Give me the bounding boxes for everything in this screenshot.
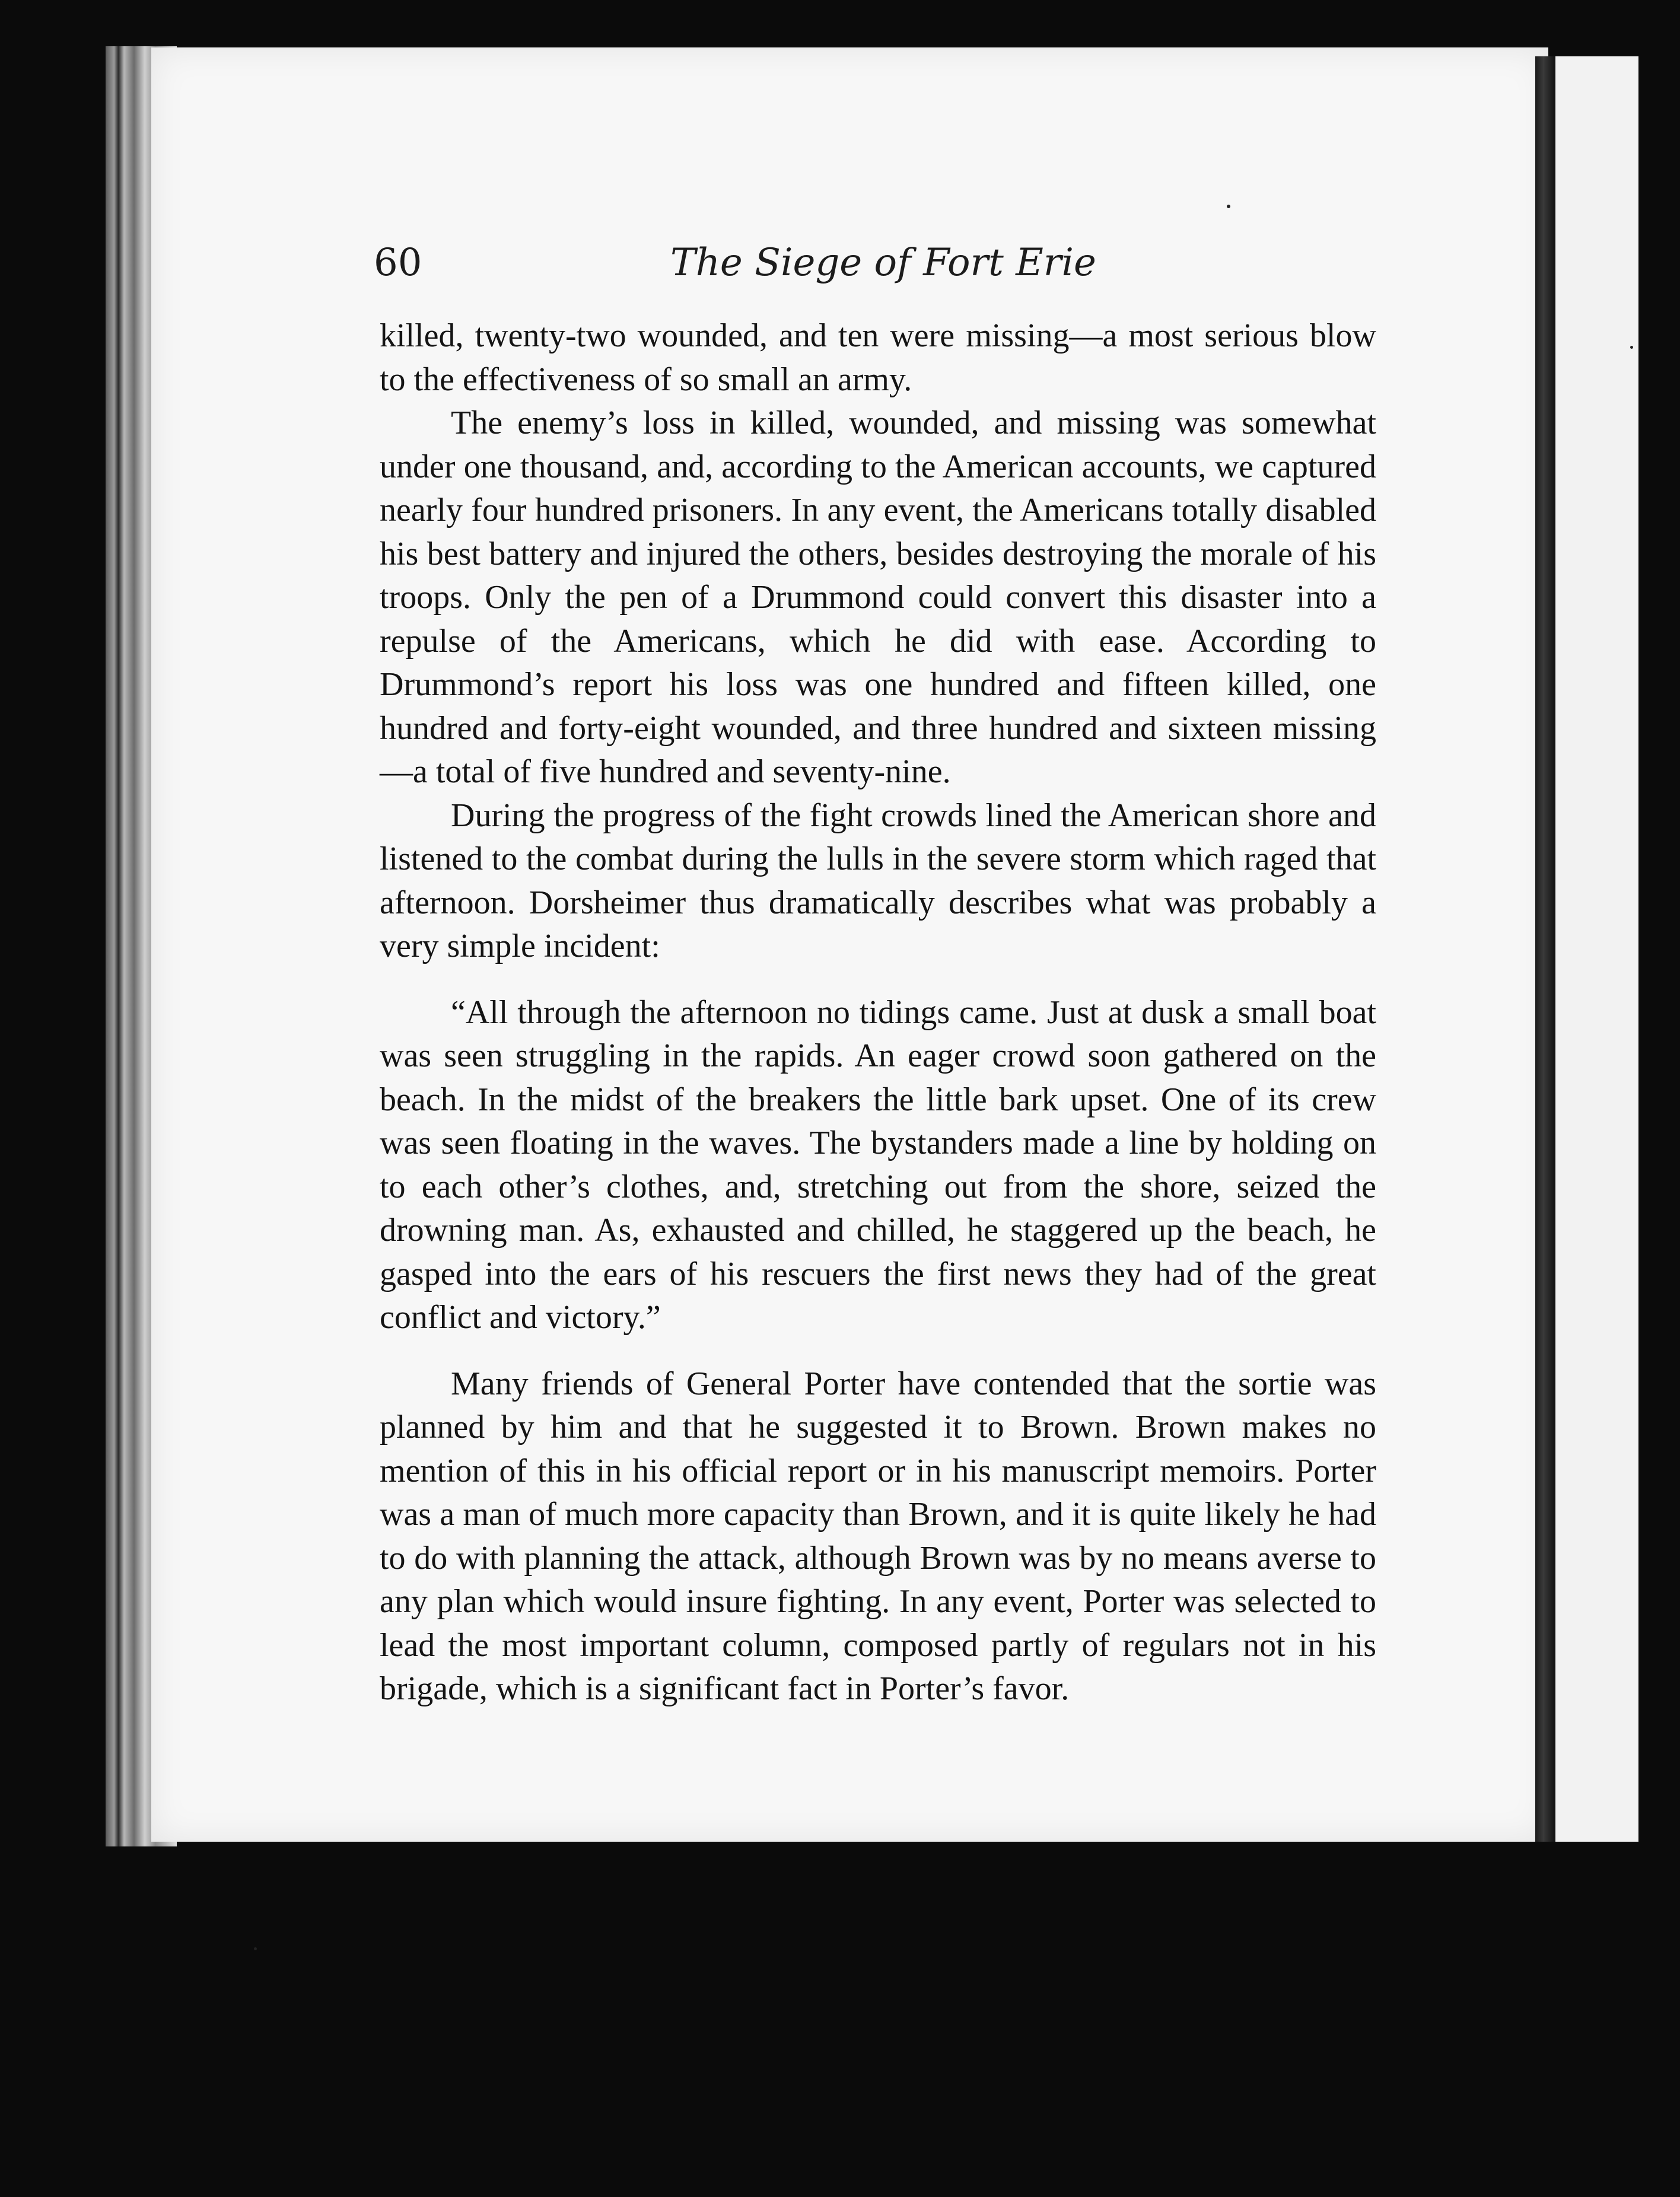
scan-speck [1630, 346, 1633, 349]
block-quote: “All through the afternoon no tidings came. Just at dusk a small boat was seen struggling in the rapids. An eager crowd soon gathered on the beach. In the midst of the breakers the little bark upset. One of its crew was seen floating in the waves. The bystanders made a line by holding on to each other’s clothes, and, stretching out from the shore, seized the drowning man. As, exhausted and chilled, he staggered up the beach, he gasped into the ears of his rescuers the first news they had of the great conflict and victory.” [380, 994, 1376, 1336]
scan-speck [254, 1947, 257, 1950]
paragraph-crowds: During the progress of the fight crowds lined the American shore and listened to the combat during the lulls in the severe storm which raged that afternoon. Dorsheimer thus dramatically describes what was probably a very simple incident: [380, 797, 1376, 964]
running-head [374, 233, 1115, 304]
paragraph-continued: killed, twenty-two wounded, and ten were missing—a most serious blow to the effectiveness of so small an army. [380, 317, 1376, 398]
facing-page-edge [1555, 56, 1638, 1842]
binding-gutter [1535, 56, 1555, 1842]
body-text [380, 314, 1376, 1711]
paragraph-enemy-loss: The enemy’s loss in killed, wounded, and missing was somewhat under one thousand, and, according to the American accounts, we captured nearly four hundred prisoners. In any event, the Americans totally disabled his best battery and injured the others, besides destroying the morale of his troops. Only the pen of a Drummond could convert this disaster into a repulse of the Americans, which he did with ease. According to Drummond’s report his loss was one hundred and fifteen killed, one hundred and forty-eight wounded, and three hundred and sixteen missing —a total of five hundred and seventy-nine. [380, 405, 1376, 790]
scan-speck [1227, 205, 1230, 208]
book-title: The Siege of Fort Erie [670, 241, 1096, 285]
page-number: 60 [374, 241, 422, 285]
paragraph-porter: Many friends of General Porter have contended that the sortie was planned by him and that he suggested it to Brown. Brown makes no mention of this in his official report or in his manuscript memoirs. Porter was a man of much more capacity than Brown, and it is quite likely he had to do with planning the attack, although Brown was by no means averse to any plan which would insure fighting. In any event, Porter was selected to lead the most important column, composed partly of regulars not in his brigade, which is a significant fact in Porter’s favor. [380, 1365, 1376, 1707]
